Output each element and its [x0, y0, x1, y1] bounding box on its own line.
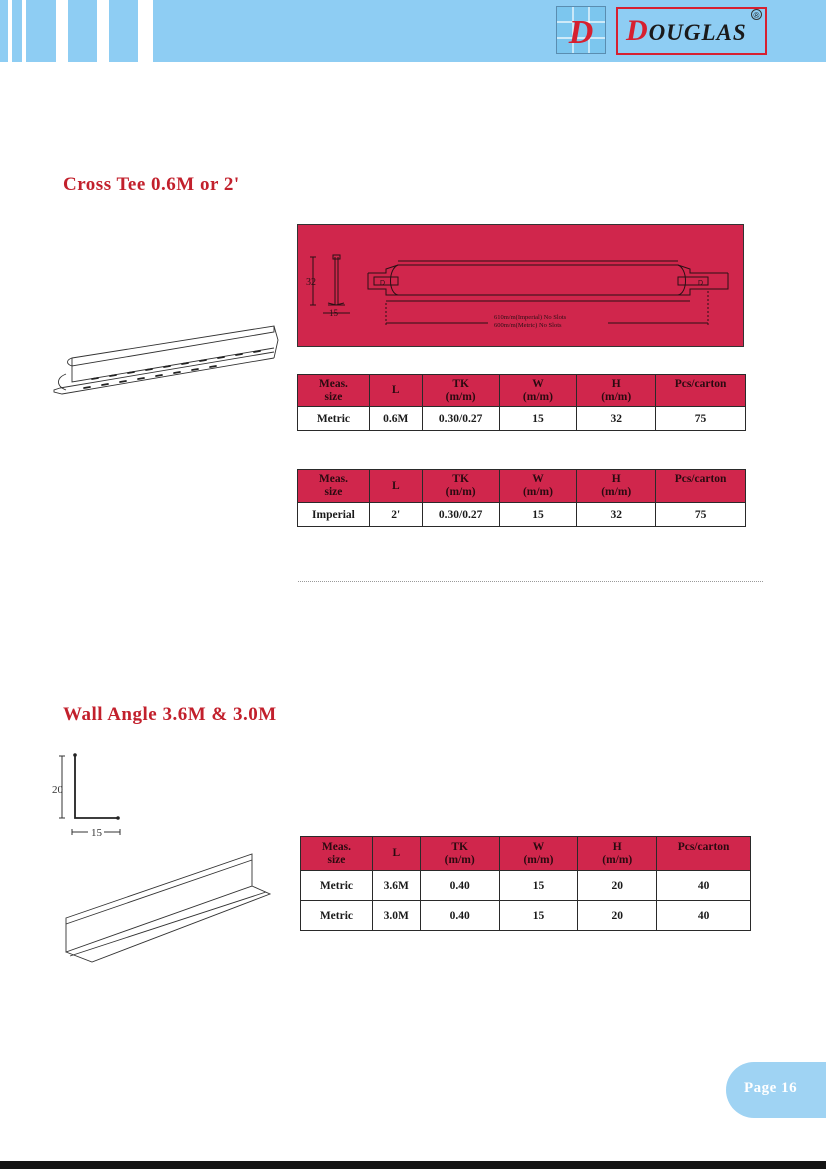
cross-tee-title: Cross Tee 0.6M or 2' [63, 174, 240, 195]
wall-angle-width-label: 15 [91, 827, 102, 839]
header-stripe [138, 0, 153, 62]
header-width: W (m/m) [499, 837, 578, 871]
brand-rest: OUGLAS [648, 20, 747, 45]
cross-tee-length-note-metric: 600m/m(Metric) No Slots [494, 322, 562, 329]
section-divider [298, 581, 763, 582]
cross-tee-imperial-table [297, 469, 746, 527]
wall-angle-table [300, 836, 751, 931]
header-stripe [56, 0, 68, 62]
cell-thickness: 0.40 [420, 871, 499, 901]
table-header-row [301, 837, 751, 871]
header-meas-size: Meas. size [301, 837, 373, 871]
cell-pcs-carton: 40 [657, 901, 751, 931]
cell-thickness: 0.30/0.27 [422, 503, 499, 527]
logo-mark-letter: D [568, 14, 594, 51]
cross-tee-product-illustration [52, 318, 284, 402]
cell-width: 15 [499, 503, 577, 527]
registered-mark: ® [751, 9, 762, 20]
cell-meas-size: Metric [298, 407, 370, 431]
cell-pcs-carton: 75 [656, 407, 746, 431]
header-meas-size: Meas. size [298, 375, 370, 407]
wall-angle-product-illustration [62, 852, 274, 972]
table-row [301, 871, 751, 901]
cell-height: 32 [577, 503, 656, 527]
wall-angle-title: Wall Angle 3.6M & 3.0M [63, 704, 277, 725]
cell-width: 15 [499, 901, 578, 931]
header-height: H (m/m) [577, 375, 656, 407]
table-header-row [298, 470, 746, 503]
cell-meas-size: Metric [301, 901, 373, 931]
table-row [298, 407, 746, 431]
svg-text:D: D [380, 280, 386, 287]
cell-pcs-carton: 75 [656, 503, 746, 527]
cell-length: 0.6M [369, 407, 422, 431]
cell-height: 32 [577, 407, 656, 431]
cell-height: 20 [578, 871, 657, 901]
cross-tee-length-note-imperial: 610m/m(Imperial) No Slots [494, 314, 567, 321]
cell-length: 3.0M [372, 901, 420, 931]
header-width: W (m/m) [499, 470, 577, 503]
header-length: L [369, 470, 422, 503]
cross-tee-technical-drawing [298, 225, 743, 346]
bottom-edge-bar [0, 1161, 826, 1169]
cell-width: 15 [499, 407, 577, 431]
header-meas-size: Meas. size [298, 470, 370, 503]
cell-meas-size: Imperial [298, 503, 370, 527]
table-header-row [298, 375, 746, 407]
svg-text:D: D [698, 280, 704, 287]
brand-name [626, 14, 747, 48]
header-stripe [22, 0, 26, 62]
header-length: L [369, 375, 422, 407]
cell-length: 2' [369, 503, 422, 527]
wall-angle-height-label: 20 [52, 784, 63, 796]
wall-angle-profile-drawing [48, 752, 128, 840]
header-pcs-carton: Pcs/carton [656, 470, 746, 503]
cell-thickness: 0.30/0.27 [422, 407, 499, 431]
cell-pcs-carton: 40 [657, 871, 751, 901]
header-pcs-carton: Pcs/carton [657, 837, 751, 871]
cell-width: 15 [499, 871, 578, 901]
header-height: H (m/m) [578, 837, 657, 871]
logo-grid-icon [557, 7, 605, 53]
header-thickness: TK (m/m) [422, 375, 499, 407]
header-length: L [372, 837, 420, 871]
cross-tee-height-label: 32 [306, 277, 316, 288]
header-height: H (m/m) [577, 470, 656, 503]
cell-meas-size: Metric [301, 871, 373, 901]
cross-tee-drawing-panel [297, 224, 744, 347]
cross-tee-metric-table [297, 374, 746, 431]
cell-thickness: 0.40 [420, 901, 499, 931]
logo-mark [556, 6, 606, 54]
brand-logo [616, 7, 767, 55]
header-thickness: TK (m/m) [420, 837, 499, 871]
header-stripe [97, 0, 109, 62]
header-pcs-carton: Pcs/carton [656, 375, 746, 407]
table-row [301, 901, 751, 931]
page-number: Page 16 [744, 1080, 798, 1096]
cell-length: 3.6M [372, 871, 420, 901]
header-width: W (m/m) [499, 375, 577, 407]
brand-initial: D [626, 14, 649, 47]
cell-height: 20 [578, 901, 657, 931]
table-row [298, 503, 746, 527]
header-stripe [8, 0, 12, 62]
cross-tee-width-label: 15 [329, 308, 338, 318]
header-thickness: TK (m/m) [422, 470, 499, 503]
